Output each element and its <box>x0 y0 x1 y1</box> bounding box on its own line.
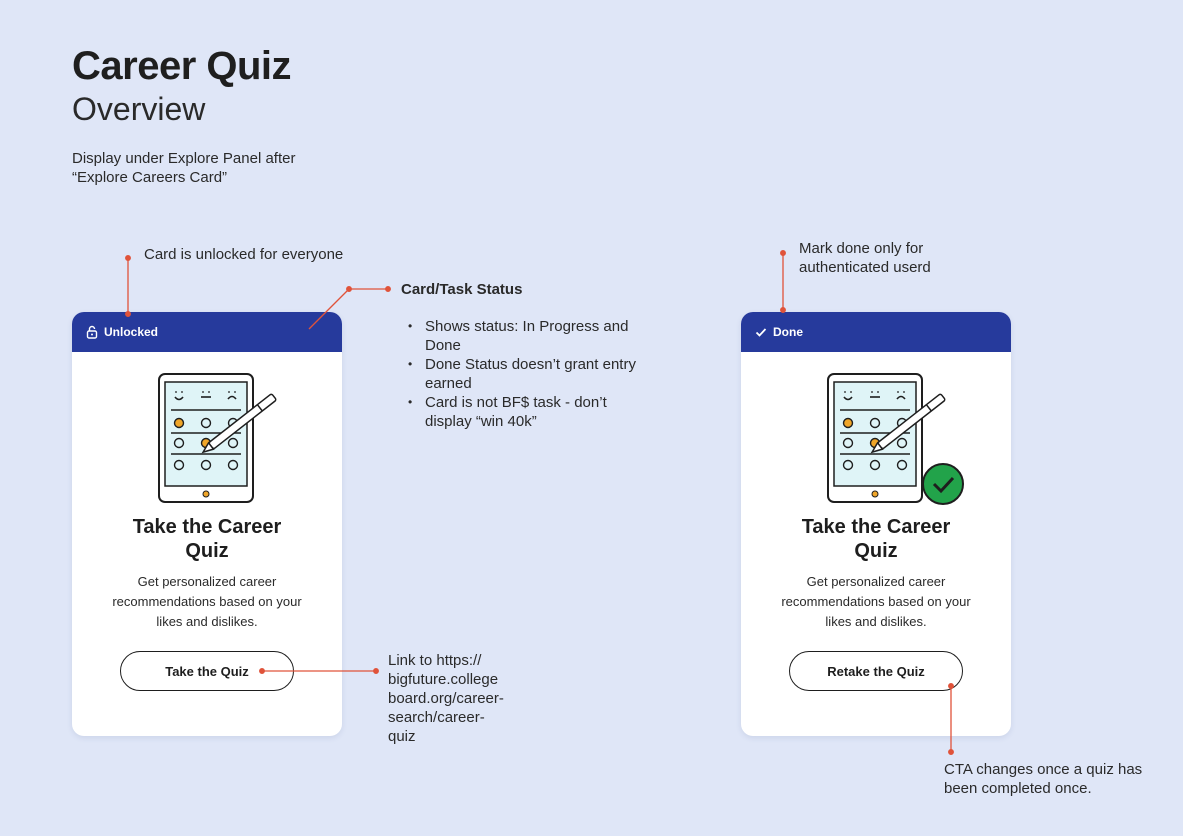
page-description: Display under Explore Panel after “Explore Careers Card” <box>72 150 296 186</box>
card-status-label: Done <box>773 325 803 339</box>
page-subtitle: Overview <box>72 91 206 127</box>
annotation-dot <box>781 308 786 313</box>
unlocked-note: Card is unlocked for everyone <box>144 246 344 263</box>
done-note: Mark done only for authenticated userd <box>799 240 931 276</box>
annotation-dot <box>347 287 352 292</box>
retake-quiz-button[interactable]: Retake the Quiz <box>789 651 963 691</box>
annotation-dot <box>386 287 391 292</box>
status-bullet: • Shows status: In Progress and Done <box>408 317 648 355</box>
card-status-label: Unlocked <box>104 325 159 339</box>
card-description: Get personalized career recommendations based on your likes and dislikes. <box>112 574 302 629</box>
card-title: Take the Career Quiz <box>801 516 951 562</box>
card-title: Take the Career Quiz <box>132 516 282 562</box>
annotation-dot <box>126 256 131 261</box>
page-title: Career Quiz <box>72 44 292 88</box>
annotation-dot <box>781 251 786 256</box>
take-quiz-button[interactable]: Take the Quiz <box>120 651 294 691</box>
annotation-line <box>309 289 349 329</box>
card-description: Get personalized career recommendations based on your likes and dislikes. <box>781 574 971 629</box>
annotation-dot <box>949 684 954 689</box>
annotation-dot <box>374 669 379 674</box>
annotation-dot <box>949 750 954 755</box>
link-note: Link to https:// bigfuture.college board.org/career- search/career- quiz <box>388 652 504 745</box>
annotation-dot <box>260 669 265 674</box>
status-bullet: • Card is not BF$ task - don’t display “win 40k” <box>408 393 648 431</box>
annotation-dot <box>126 312 131 317</box>
status-heading: Card/Task Status <box>401 281 523 298</box>
status-bullet: • Done Status doesn’t grant entry earned <box>408 355 648 393</box>
cta-note: CTA changes once a quiz has been completed once. <box>944 761 1143 797</box>
